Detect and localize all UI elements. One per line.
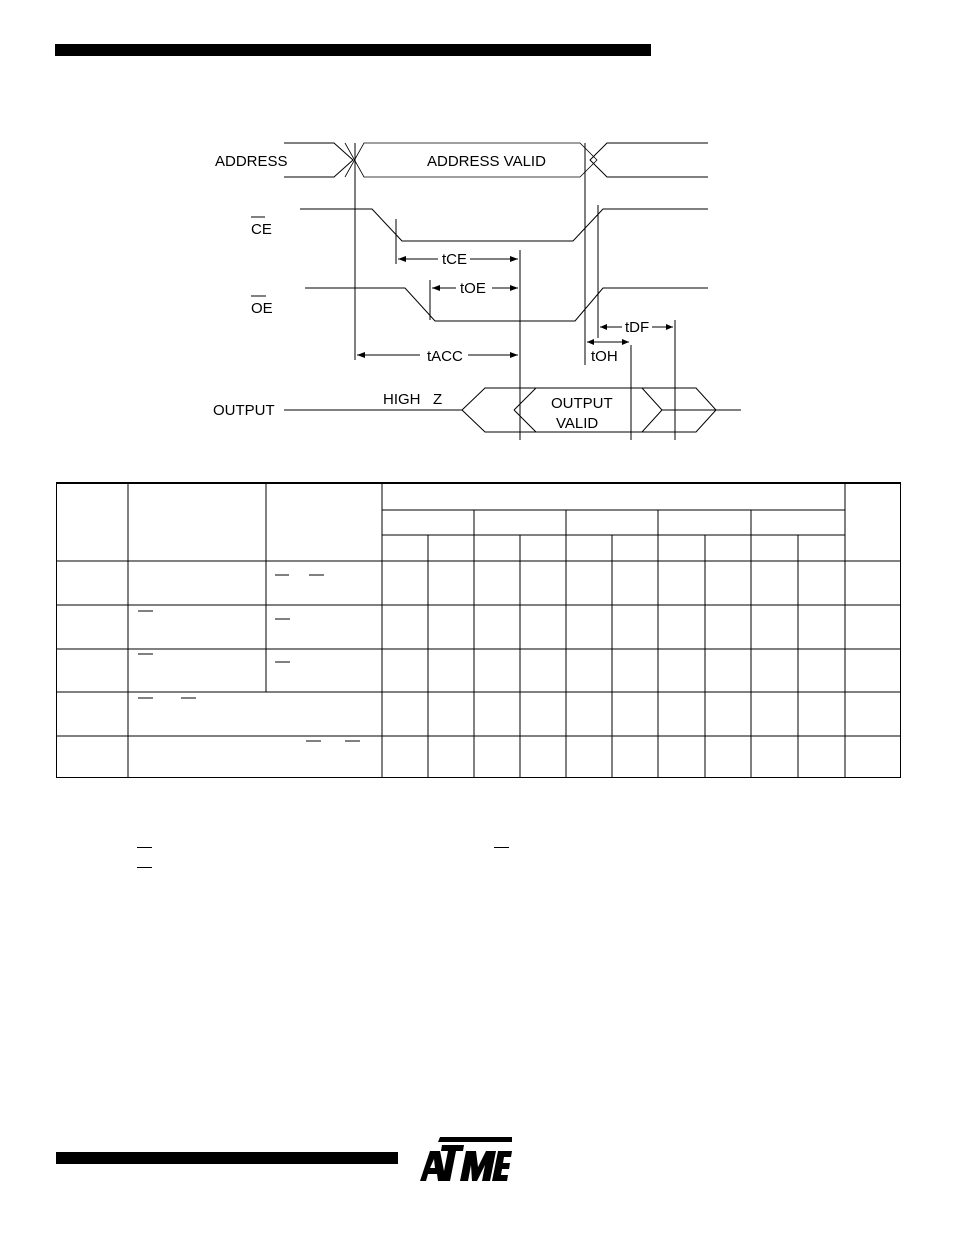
tce-arrowhead-right — [510, 256, 518, 262]
tce-label: tCE — [442, 251, 468, 268]
tdf-arrowhead-right — [666, 324, 673, 330]
tdf-label: tDF — [625, 319, 650, 336]
timing-diagram — [0, 0, 954, 470]
address-label: ADDRESS — [215, 153, 288, 170]
tacc-label: tACC — [427, 348, 463, 365]
footer-rule — [56, 1152, 398, 1164]
oe-label: OE — [251, 300, 273, 317]
tacc-arrowhead-right — [510, 352, 518, 358]
toh-arrowhead-right — [622, 339, 629, 345]
tacc-arrowhead-left — [357, 352, 365, 358]
ce-waveform — [300, 209, 708, 241]
toe-arrowhead-right — [510, 285, 518, 291]
ac-characteristics-table — [56, 482, 901, 778]
oe-waveform — [305, 288, 708, 321]
high-z-label: HIGH Z — [383, 391, 443, 408]
output-label: OUTPUT — [213, 402, 275, 419]
note-overbar-3 — [137, 867, 152, 868]
toe-label: tOE — [460, 280, 486, 297]
ce-label: CE — [251, 221, 272, 238]
tdf-arrowhead-left — [600, 324, 607, 330]
atmel-logo — [412, 1137, 512, 1182]
output-valid-label-line2: VALID — [556, 415, 599, 432]
toh-arrowhead-left — [587, 339, 594, 345]
table-border — [57, 483, 901, 778]
toe-arrowhead-left — [432, 285, 440, 291]
output-valid-label-line1: OUTPUT — [551, 395, 613, 412]
note-overbar-2 — [494, 847, 509, 848]
address-waveform-left — [284, 143, 353, 177]
address-valid-label: ADDRESS VALID — [427, 153, 546, 170]
tce-arrowhead-left — [398, 256, 406, 262]
address-waveform-right — [590, 143, 708, 177]
note-overbar-1 — [137, 847, 152, 848]
toh-label: tOH — [591, 348, 618, 365]
